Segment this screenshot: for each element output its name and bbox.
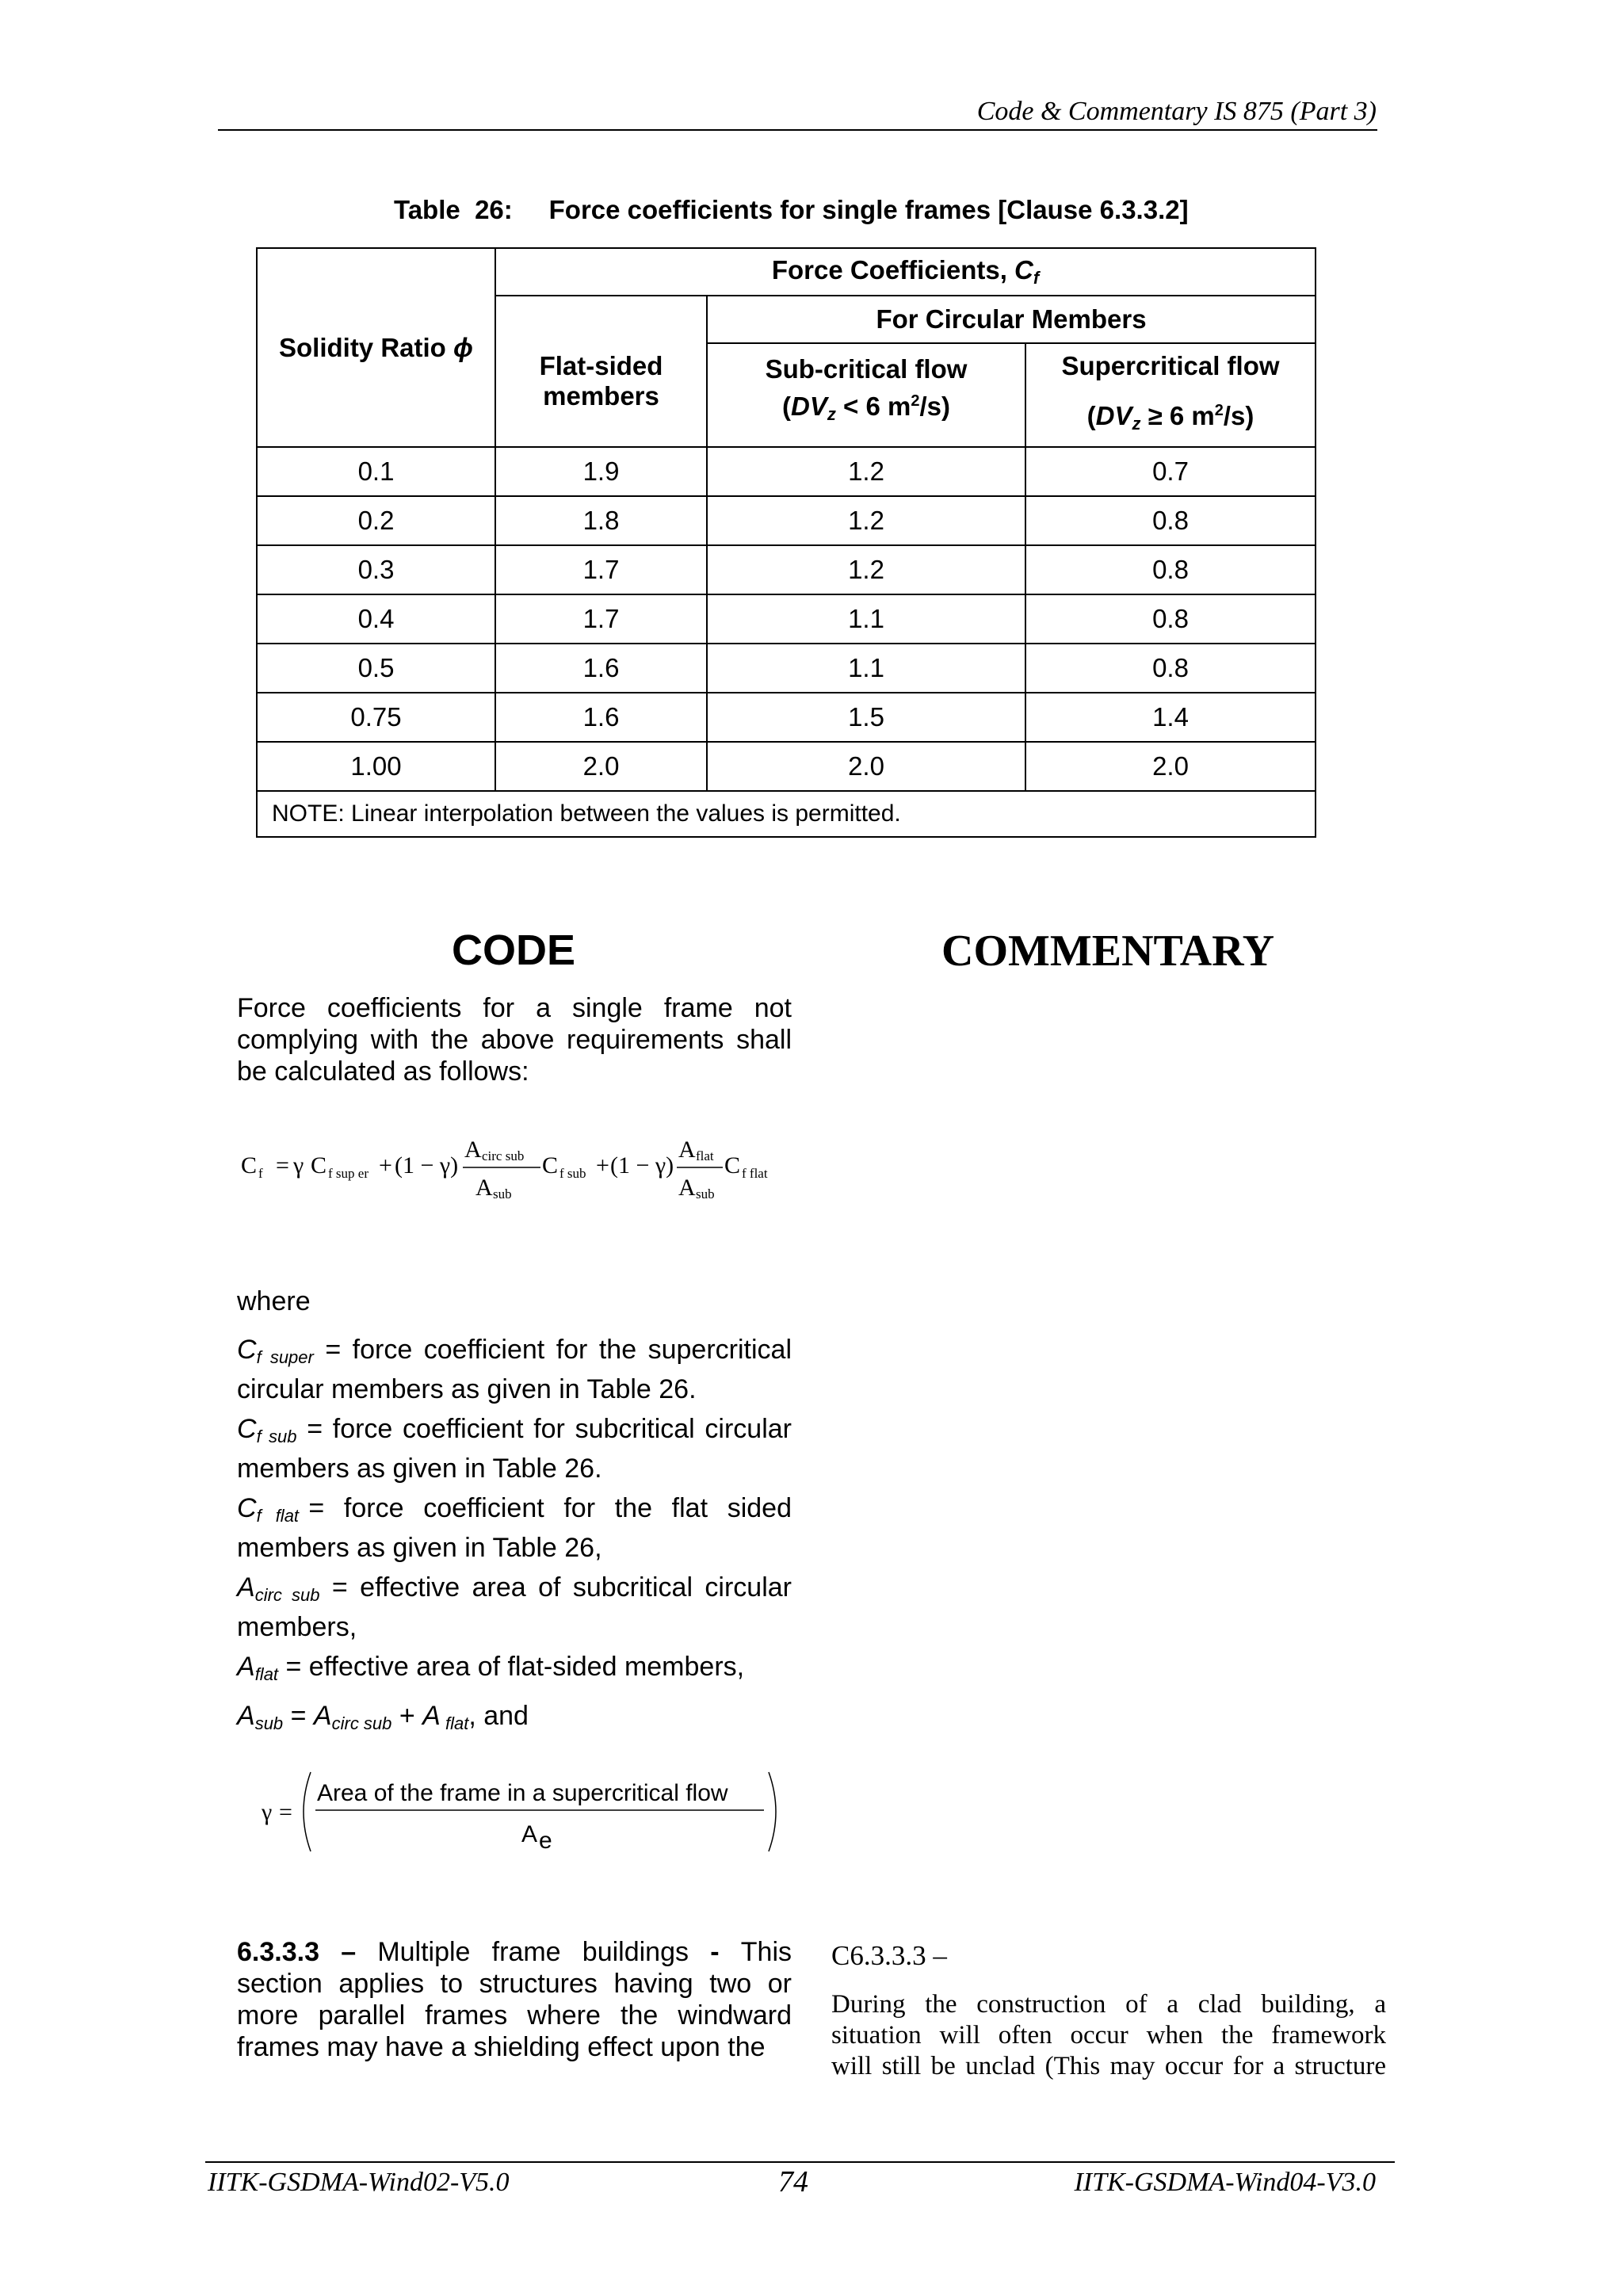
col-header-solidity: Solidity Ratio ϕ bbox=[257, 248, 495, 447]
svg-text:+: + bbox=[379, 1152, 392, 1179]
svg-text:f flat: f flat bbox=[742, 1166, 768, 1181]
table-body bbox=[257, 447, 1316, 791]
code-heading: CODE bbox=[452, 926, 576, 974]
running-header: Code & Commentary IS 875 (Part 3) bbox=[976, 97, 1377, 126]
def-a-circ-sub: $A_{circ sub}$ = effective area of subcritical circular members, bbox=[237, 1572, 792, 1642]
def-a-flat: $A_{flat}$ = effective area of flat-sided members, bbox=[237, 1652, 745, 1684]
page-number: 74 bbox=[778, 2165, 808, 2199]
commentary-clause-heading: C6.3.3.3 – bbox=[831, 1940, 947, 1971]
svg-text:+: + bbox=[596, 1152, 609, 1179]
table-cell: 0.3 bbox=[257, 545, 495, 594]
svg-text:sub: sub bbox=[493, 1186, 512, 1201]
table-cell: 0.75 bbox=[257, 693, 495, 742]
code-intro-paragraph: Force coefficients for a single frame not complying with the above requirements shall be calculated as follows: bbox=[237, 993, 792, 1087]
svg-text:Area of the frame in a supercr: Area of the frame in a supercritical flow bbox=[317, 1780, 728, 1806]
table-cell: 1.00 bbox=[257, 742, 495, 791]
col-header-flat-sided: Flat-sided members bbox=[495, 296, 707, 447]
svg-text:γ: γ bbox=[262, 1799, 273, 1825]
svg-text:A: A bbox=[475, 1175, 493, 1201]
svg-text:circ sub: circ sub bbox=[482, 1148, 525, 1163]
table-caption-label: Table 26: bbox=[394, 195, 513, 224]
formula-cf: C bbox=[241, 1152, 258, 1179]
table-cell: 0.1 bbox=[257, 447, 495, 496]
svg-text:A: A bbox=[521, 1821, 538, 1847]
svg-text:A: A bbox=[678, 1175, 696, 1201]
table-cell: 0.2 bbox=[257, 496, 495, 545]
table-cell: 1.4 bbox=[1025, 693, 1316, 742]
force-coefficient-table bbox=[256, 247, 1316, 838]
table-row bbox=[257, 447, 1316, 496]
table-cell: 0.4 bbox=[257, 594, 495, 644]
def-cf-super: $C_{f super}$ = force coefficient for the supercritical circular members as given in Table 26. bbox=[237, 1335, 792, 1404]
svg-text:f sub: f sub bbox=[559, 1166, 586, 1181]
table-cell: 0.8 bbox=[1025, 545, 1316, 594]
svg-text:e: e bbox=[539, 1828, 552, 1854]
gamma-formula bbox=[260, 1766, 783, 1861]
table-cell: 1.2 bbox=[707, 545, 1025, 594]
def-a-sub: $A_{sub} = A_{circ sub} + A$ $_{flat}$, and bbox=[237, 1701, 529, 1733]
svg-text:=: = bbox=[279, 1799, 292, 1825]
table-row bbox=[257, 496, 1316, 545]
table-cell: 0.8 bbox=[1025, 496, 1316, 545]
table-cell: 2.0 bbox=[495, 742, 707, 791]
table-row bbox=[257, 644, 1316, 693]
table-caption-title: Force coefficients for single frames [Clause 6.3.3.2] bbox=[548, 195, 1189, 224]
table-cell: 1.1 bbox=[707, 644, 1025, 693]
col-header-supercritical: Supercritical flow ($DV_z \ge 6$ $m^2/s$) bbox=[1025, 343, 1316, 447]
svg-text:C: C bbox=[542, 1152, 559, 1179]
table-row bbox=[257, 742, 1316, 791]
table-cell: 0.8 bbox=[1025, 594, 1316, 644]
table-cell: 1.6 bbox=[495, 644, 707, 693]
svg-text:f sup er: f sup er bbox=[328, 1166, 369, 1181]
table-row bbox=[257, 693, 1316, 742]
table-cell: 1.9 bbox=[495, 447, 707, 496]
svg-text:C: C bbox=[724, 1152, 741, 1179]
svg-text:sub: sub bbox=[696, 1186, 715, 1201]
table-row bbox=[257, 545, 1316, 594]
table-cell: 1.6 bbox=[495, 693, 707, 742]
header-rule bbox=[218, 129, 1377, 131]
table-cell: 1.8 bbox=[495, 496, 707, 545]
table-cell: 1.5 bbox=[707, 693, 1025, 742]
table-cell: 0.8 bbox=[1025, 644, 1316, 693]
table-cell: 2.0 bbox=[707, 742, 1025, 791]
commentary-heading: COMMENTARY bbox=[941, 926, 1275, 976]
table-cell: 1.2 bbox=[707, 496, 1025, 545]
svg-text:C: C bbox=[311, 1152, 327, 1179]
table-row bbox=[257, 594, 1316, 644]
def-cf-sub: $C_{f sub}$ = force coefficient for subcritical circular members as given in Table 26. bbox=[237, 1414, 792, 1484]
svg-text:=: = bbox=[276, 1152, 289, 1179]
footer-left-id: IITK-GSDMA-Wind02-V5.0 bbox=[208, 2168, 510, 2197]
table-cell: 1.7 bbox=[495, 594, 707, 644]
svg-text:(1 − γ): (1 − γ) bbox=[395, 1152, 459, 1179]
svg-text:(1 − γ): (1 − γ) bbox=[610, 1152, 674, 1179]
table-cell: 0.5 bbox=[257, 644, 495, 693]
table-cell: 0.7 bbox=[1025, 447, 1316, 496]
table-cell: 1.7 bbox=[495, 545, 707, 594]
svg-text:A: A bbox=[464, 1137, 482, 1163]
svg-text:f: f bbox=[258, 1166, 263, 1181]
col-header-force-coefficients: Force Coefficients, $C_f$ bbox=[495, 248, 1316, 296]
clause-6-3-3-3: 6.3.3.3 – Multiple frame buildings - This section applies to structures having two or more parallel frames where the windward frames may have a shielding effect upon the bbox=[237, 1937, 792, 2062]
commentary-paragraph: During the construction of a clad building, a situation will often occur when the framework will still be unclad (This may occur for a structure bbox=[831, 1990, 1386, 2080]
where-label: where bbox=[237, 1286, 311, 1316]
col-header-subcritical: Sub-critical flow ($DV_z < 6$ $m^2/s$) bbox=[707, 343, 1025, 447]
def-cf-flat: $C_{f flat}$ = force coefficient for the flat sided members as given in Table 26, bbox=[237, 1493, 792, 1563]
table-cell: 1.1 bbox=[707, 594, 1025, 644]
footer-rule bbox=[205, 2161, 1395, 2163]
table-cell: 2.0 bbox=[1025, 742, 1316, 791]
table-cell: 1.2 bbox=[707, 447, 1025, 496]
col-header-circular: For Circular Members bbox=[707, 296, 1316, 343]
svg-text:A: A bbox=[678, 1137, 696, 1163]
force-coefficient-formula bbox=[238, 1132, 792, 1203]
svg-text:flat: flat bbox=[696, 1148, 714, 1163]
footer-right-id: IITK-GSDMA-Wind04-V3.0 bbox=[1074, 2168, 1376, 2197]
table-note: NOTE: Linear interpolation between the values is permitted. bbox=[257, 791, 1316, 837]
table-caption bbox=[394, 195, 1189, 225]
svg-text:γ: γ bbox=[293, 1152, 304, 1179]
